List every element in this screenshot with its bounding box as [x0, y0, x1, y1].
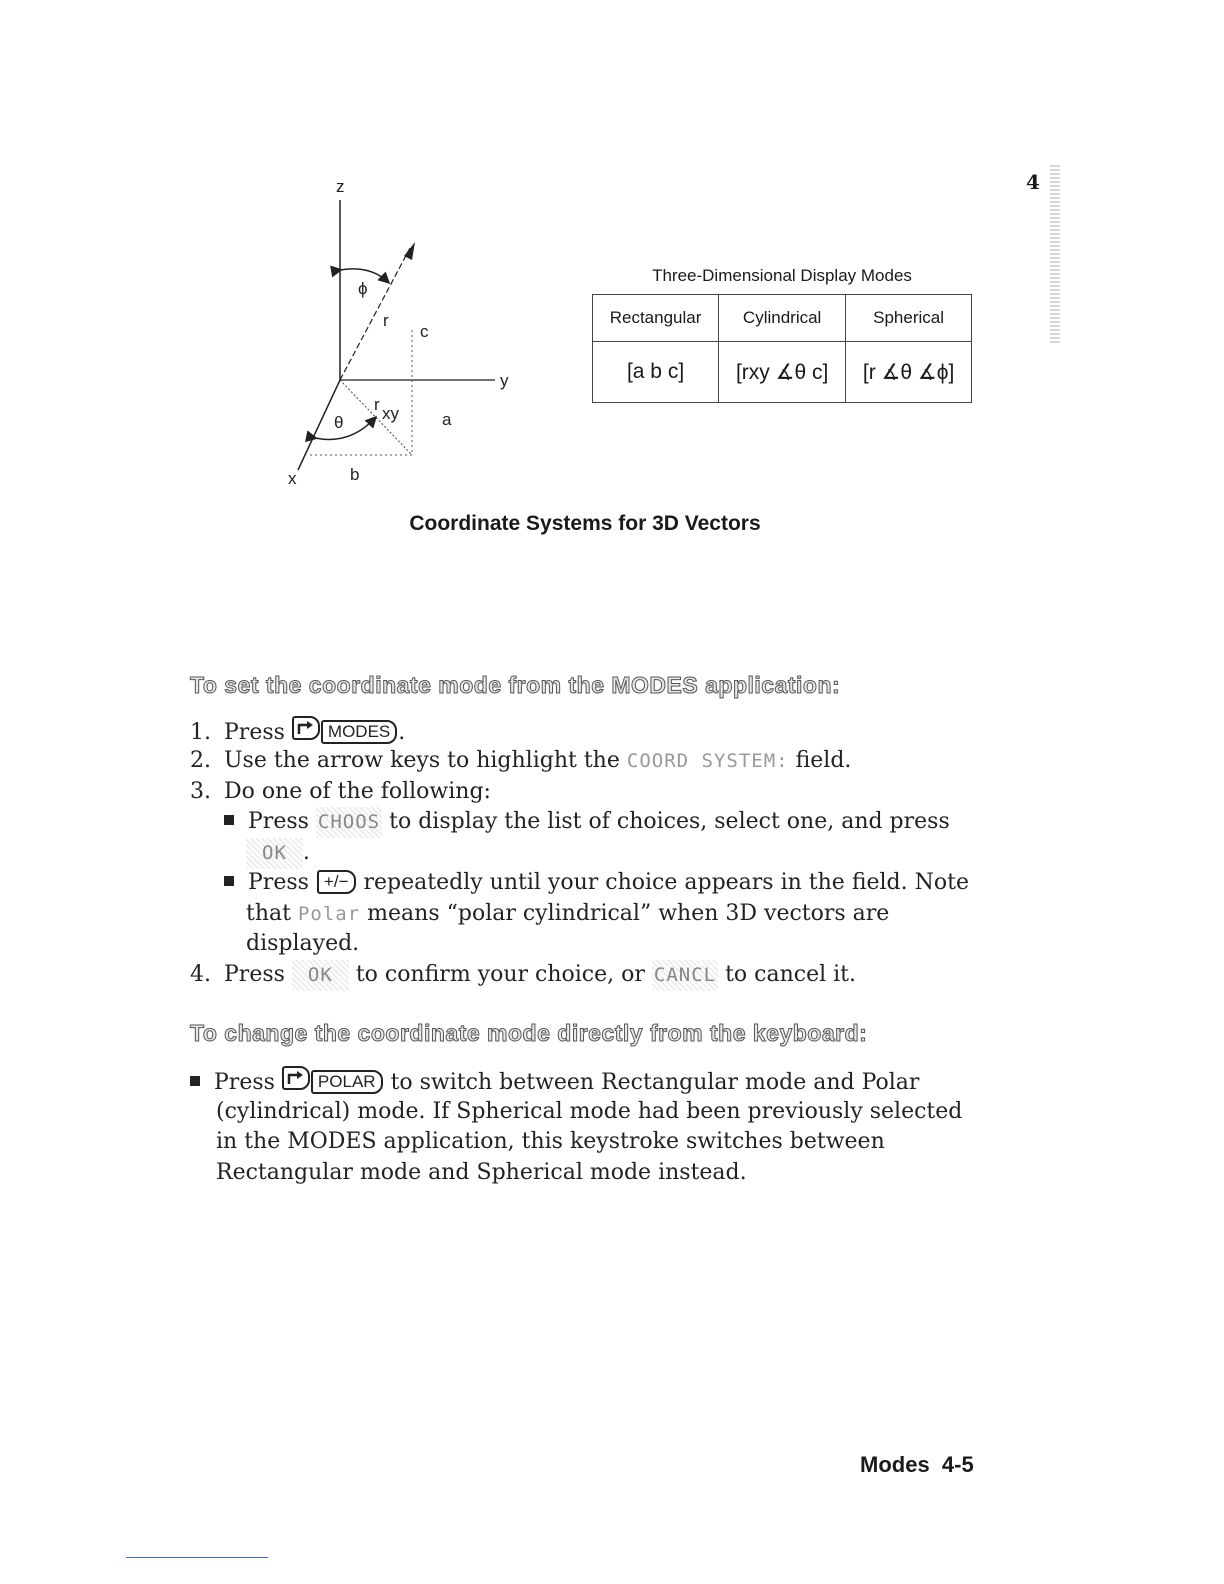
b-label: b [350, 465, 360, 484]
rxy-label: r [374, 395, 380, 414]
table-title: Three-Dimensional Display Modes [652, 266, 912, 285]
footer-page-number: 4-5 [941, 1452, 974, 1477]
ok-softkey[interactable]: OK [292, 960, 349, 991]
page-footer [860, 1452, 974, 1478]
right-shift-key[interactable] [282, 1066, 310, 1090]
footer-section: Modes [860, 1452, 930, 1477]
choos-softkey[interactable]: CHOOS [316, 807, 382, 838]
coordinate-diagram [270, 170, 550, 500]
section-heading-modes-app: To set the coordinate mode from the MODES application: [190, 672, 841, 698]
y-label: y [500, 371, 509, 390]
c-label: c [420, 322, 429, 341]
value-spherical: [r ∡θ ∡ϕ] [846, 342, 972, 403]
header-rectangular: Rectangular [593, 295, 719, 342]
bullet-polar-line3: in the MODES application, this keystroke switches between [216, 1129, 885, 1154]
value-rectangular: [a b c] [593, 342, 719, 403]
step-4: 4. Press OK to confirm your choice, or CANCL to cancel it. [190, 960, 856, 991]
chapter-tab-number: 4 [1026, 170, 1040, 194]
figure-caption: Coordinate Systems for 3D Vectors [409, 512, 761, 535]
z-label: z [336, 177, 345, 196]
cancl-softkey[interactable]: CANCL [652, 960, 718, 991]
bullet-plus-minus-line2: that Polar means “polar cylindrical” when 3D vectors are [246, 901, 890, 926]
bullet-choose: Press CHOOS to display the list of choices, select one, and press [224, 807, 950, 838]
footer-rule [126, 1557, 268, 1558]
polar-key[interactable]: POLAR [311, 1070, 383, 1094]
bullet-plus-minus: Press +/− repeatedly until your choice appears in the field. Note [224, 868, 969, 899]
plus-minus-key[interactable]: +/− [317, 870, 356, 894]
rxy-subscript: xy [382, 404, 399, 423]
bullet-polar: Press POLAR to switch between Rectangular mode and Polar [190, 1066, 919, 1099]
bullet-polar-line4: Rectangular mode and Spherical mode instead. [216, 1160, 747, 1185]
step-3: 3. Do one of the following: [190, 779, 491, 804]
header-spherical: Spherical [846, 295, 972, 342]
header-cylindrical: Cylindrical [719, 295, 846, 342]
bullet-plus-minus-line3: displayed. [246, 931, 360, 956]
phi-label: ϕ [358, 279, 368, 298]
a-label: a [442, 410, 452, 429]
modes-key[interactable]: MODES [321, 720, 397, 744]
value-cylindrical: [rxy ∡θ c] [719, 342, 846, 403]
section-heading-keyboard: To change the coordinate mode directly from the keyboard: [190, 1020, 868, 1046]
r-vector [340, 248, 410, 380]
polar-field-value: Polar [297, 903, 361, 925]
step-1: 1. Press MODES . [190, 716, 405, 749]
chapter-tab-strip [1050, 165, 1060, 345]
step-2: 2. Use the arrow keys to highlight the COORD SYSTEM: field. [190, 748, 852, 773]
bullet-polar-line2: (cylindrical) mode. If Spherical mode had been previously selected [216, 1099, 963, 1124]
bullet-choose-cont: OK . [246, 838, 310, 869]
bullet-icon [190, 1076, 200, 1086]
display-modes-table [592, 266, 972, 403]
right-shift-key[interactable] [292, 716, 320, 740]
x-label: x [288, 469, 297, 488]
bullet-icon [224, 815, 234, 825]
theta-arc [315, 418, 375, 439]
bullet-icon [224, 876, 234, 886]
rxy-line [340, 380, 412, 455]
ok-softkey[interactable]: OK [246, 838, 303, 869]
theta-label: θ [334, 413, 344, 432]
r-label: r [383, 311, 389, 330]
coord-system-field: COORD SYSTEM: [626, 750, 789, 772]
